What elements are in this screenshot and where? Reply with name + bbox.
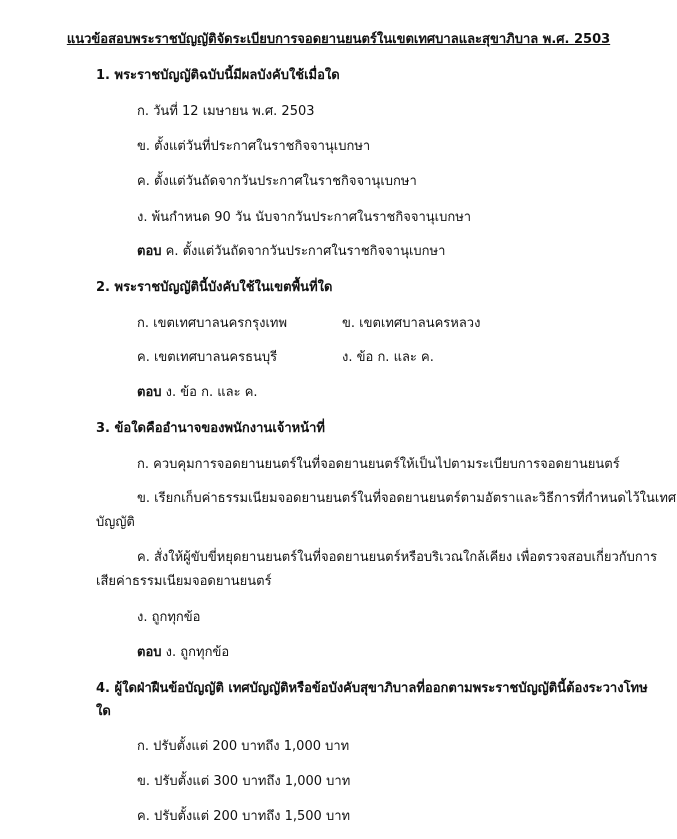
question-4-cont: ใด — [96, 704, 111, 719]
q1-option-c: ค. ตั้งแต่วันถัดจากวันประกาศในราชกิจจานุเบกษา — [137, 174, 417, 189]
q3-option-a: ก. ควบคุมการจอดยานยนตร์ในที่จอดยานยนตร์ให้เป็นไปตามระเบียบการจอดยานยนตร์ — [137, 457, 620, 472]
q3-option-b: ข. เรียกเก็บค่าธรรมเนียมจอดยานยนตร์ในที่จอดยานยนตร์ตามอัตราและวิธีการที่กำหนดไว้ในเทศ — [137, 491, 677, 506]
q1-option-d: ง. พ้นกำหนด 90 วัน นับจากวันประกาศในราชกิจจานุเบกษา — [137, 210, 472, 225]
q1-answer-text: ค. ตั้งแต่วันถัดจากวันประกาศในราชกิจจานุเบกษา — [165, 244, 446, 259]
question-2: 2. พระราชบัญญัตินี้บังคับใช้ในเขตพื้นที่ใด — [96, 280, 333, 295]
question-4: 4. ผู้ใดฝ่าฝืนข้อบัญญัติ เทศบัญญัติหรือข้อบังคับสุขาภิบาลที่ออกตามพระราชบัญญัตินี้ต้องระวางโทษ — [96, 681, 648, 696]
q2-option-b: ข. เขตเทศบาลนครหลวง — [342, 316, 481, 331]
q4-option-b: ข. ปรับตั้งแต่ 300 บาทถึง 1,000 บาท — [137, 774, 351, 789]
q1-answer — [137, 243, 445, 261]
q1-answer-label: ตอบ — [137, 244, 162, 259]
q2-answer-text: ง. ข้อ ก. และ ค. — [165, 385, 258, 400]
document-title: แนวข้อสอบพระราชบัญญัติจัดระเบียบการจอดยานยนตร์ในเขตเทศบาลและสุขาภิบาล พ.ศ. 2503 — [66, 32, 611, 47]
q2-option-c: ค. เขตเทศบาลนครธนบุรี — [137, 350, 278, 365]
q2-option-d: ง. ข้อ ก. และ ค. — [342, 350, 434, 365]
q4-option-a: ก. ปรับตั้งแต่ 200 บาทถึง 1,000 บาท — [137, 739, 350, 754]
q2-option-a: ก. เขตเทศบาลนครกรุงเทพ — [137, 316, 288, 331]
q3-answer-label: ตอบ — [137, 645, 162, 660]
q2-answer-label: ตอบ — [137, 385, 162, 400]
q1-option-a: ก. วันที่ 12 เมษายน พ.ศ. 2503 — [137, 104, 315, 119]
q4-option-c: ค. ปรับตั้งแต่ 200 บาทถึง 1,500 บาท — [137, 809, 351, 824]
q3-answer — [137, 644, 229, 662]
q2-answer — [137, 384, 258, 402]
question-1: 1. พระราชบัญญัติฉบับนี้มีผลบังคับใช้เมื่อใด — [96, 68, 340, 83]
q3-answer-text: ง. ถูกทุกข้อ — [165, 645, 230, 660]
q3-option-d: ง. ถูกทุกข้อ — [137, 610, 201, 625]
q1-option-b: ข. ตั้งแต่วันที่ประกาศในราชกิจจานุเบกษา — [137, 139, 371, 154]
q3-option-b-cont: บัญญัติ — [96, 515, 135, 530]
question-3: 3. ข้อใดคืออำนาจของพนักงานเจ้าหน้าที่ — [96, 421, 325, 436]
q3-option-c-cont: เสียค่าธรรมเนียมจอดยานยนตร์ — [96, 574, 272, 589]
q3-option-c: ค. สั่งให้ผู้ขับขี่หยุดยานยนตร์ในที่จอดยานยนตร์หรือบริเวณใกล้เคียง เพื่อตรวจสอบเกี่ยวกับการ — [137, 550, 658, 565]
